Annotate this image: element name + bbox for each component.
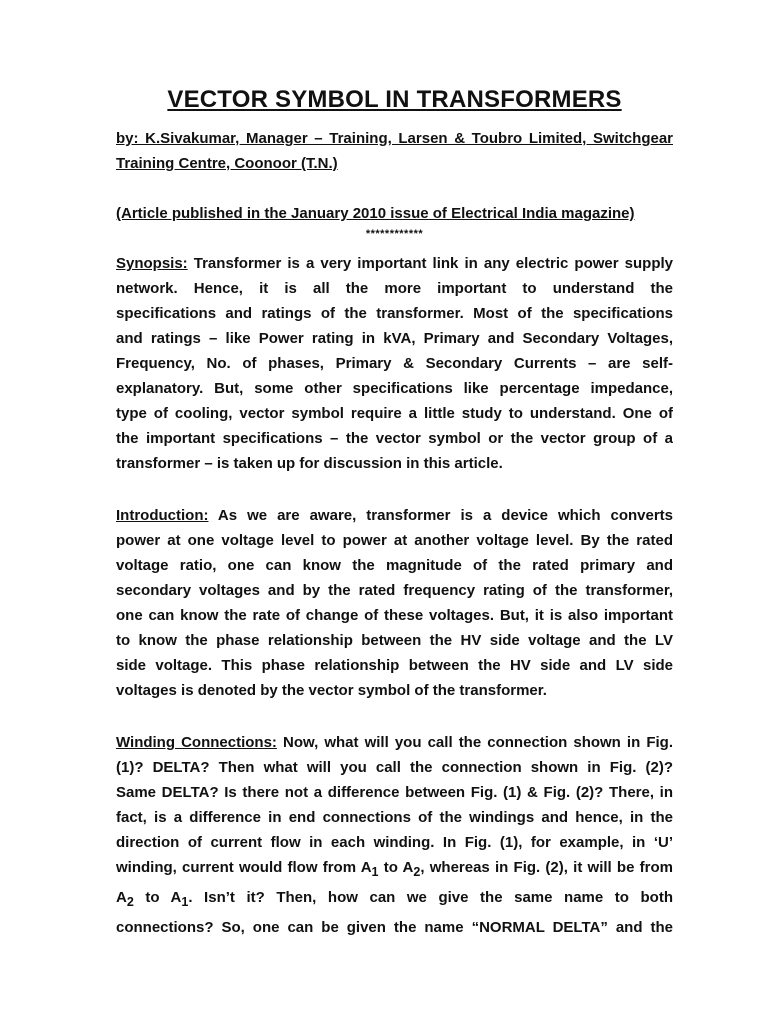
document-title: VECTOR SYMBOL IN TRANSFORMERS xyxy=(167,86,622,113)
winding-connections-paragraph xyxy=(116,730,673,940)
paragraph-line: connections? So, one can be given the name “NORMAL DELTA” and the xyxy=(116,919,673,936)
paragraph-line xyxy=(116,885,673,915)
line-text: to A xyxy=(378,859,414,876)
paragraph-line: voltages is denoted by the vector symbol of the transformer. xyxy=(116,682,547,699)
paragraph-line: direction of current flow in each winding. In Fig. (1), for example, in ‘U’ xyxy=(116,834,673,851)
synopsis-paragraph xyxy=(116,251,673,476)
paragraph-line: secondary voltages and by the rated frequency rating of the transformer, xyxy=(116,582,673,599)
paragraph-line: type of cooling, vector symbol require a little study to understand. One of xyxy=(116,405,673,422)
paragraph-line: to know the phase relationship between the HV side voltage and the LV xyxy=(116,632,673,649)
paragraph-line: Same DELTA? Is there not a difference between Fig. (1) & Fig. (2)? There, in xyxy=(116,784,673,801)
byline-line: by: K.Sivakumar, Manager – Training, Larsen & Toubro Limited, Switchgear xyxy=(116,130,673,147)
line-text: to A xyxy=(133,889,182,906)
line-text: , whereas in Fig. (2), it will be from xyxy=(420,859,673,876)
paragraph-line: power at one voltage level to power at another voltage level. By the rated xyxy=(116,532,673,549)
section-separator: ************ xyxy=(365,228,424,240)
subscript: 1 xyxy=(181,895,189,909)
line-text: As we are aware, transformer is a device which converts xyxy=(208,507,673,524)
paragraph-line xyxy=(116,251,673,276)
paragraph-line xyxy=(116,855,673,885)
paragraph-line: specifications and ratings of the transformer. Most of the specifications xyxy=(116,305,673,322)
introduction-heading: Introduction: xyxy=(116,507,209,524)
line-text: . Isn’t it? Then, how can we give the same name to both xyxy=(188,889,673,906)
line-text: Transformer is a very important link in any electric power supply xyxy=(187,255,673,272)
paragraph-line: transformer – is taken up for discussion in this article. xyxy=(116,455,503,472)
subscript: 1 xyxy=(371,865,379,879)
paragraph-line: fact, is a difference in end connections of the windings and hence, in the xyxy=(116,809,673,826)
author-byline xyxy=(116,126,673,176)
subscript: 2 xyxy=(126,895,134,909)
paragraph-line: and ratings – like Power rating in kVA, Primary and Secondary Voltages, xyxy=(116,330,673,347)
line-text: winding, current would flow from A xyxy=(116,859,372,876)
synopsis-heading: Synopsis: xyxy=(116,255,188,272)
paragraph-line: Frequency, No. of phases, Primary & Secondary Currents – are self- xyxy=(116,355,673,372)
winding-connections-heading: Winding Connections: xyxy=(116,734,277,751)
paragraph-line: network. Hence, it is all the more important to understand the xyxy=(116,280,673,297)
paragraph-line: explanatory. But, some other specifications like percentage impedance, xyxy=(116,380,673,397)
paragraph-line: one can know the rate of change of these voltages. But, it is also important xyxy=(116,607,673,624)
publication-note: (Article published in the January 2010 issue of Electrical India magazine) xyxy=(116,205,635,222)
introduction-paragraph xyxy=(116,503,673,703)
byline-line: Training Centre, Coonoor (T.N.) xyxy=(116,155,338,172)
line-text: Now, what will you call the connection shown in Fig. xyxy=(276,734,673,751)
line-text: A xyxy=(116,889,127,906)
paragraph-line: voltage ratio, one can know the magnitude of the rated primary and xyxy=(116,557,673,574)
paragraph-line xyxy=(116,503,673,528)
paragraph-line: (1)? DELTA? Then what will you call the connection shown in Fig. (2)? xyxy=(116,759,673,776)
subscript: 2 xyxy=(413,865,421,879)
paragraph-line: side voltage. This phase relationship between the HV side and LV side xyxy=(116,657,673,674)
paragraph-line xyxy=(116,730,673,755)
paragraph-line: the important specifications – the vector symbol or the vector group of a xyxy=(116,430,673,447)
